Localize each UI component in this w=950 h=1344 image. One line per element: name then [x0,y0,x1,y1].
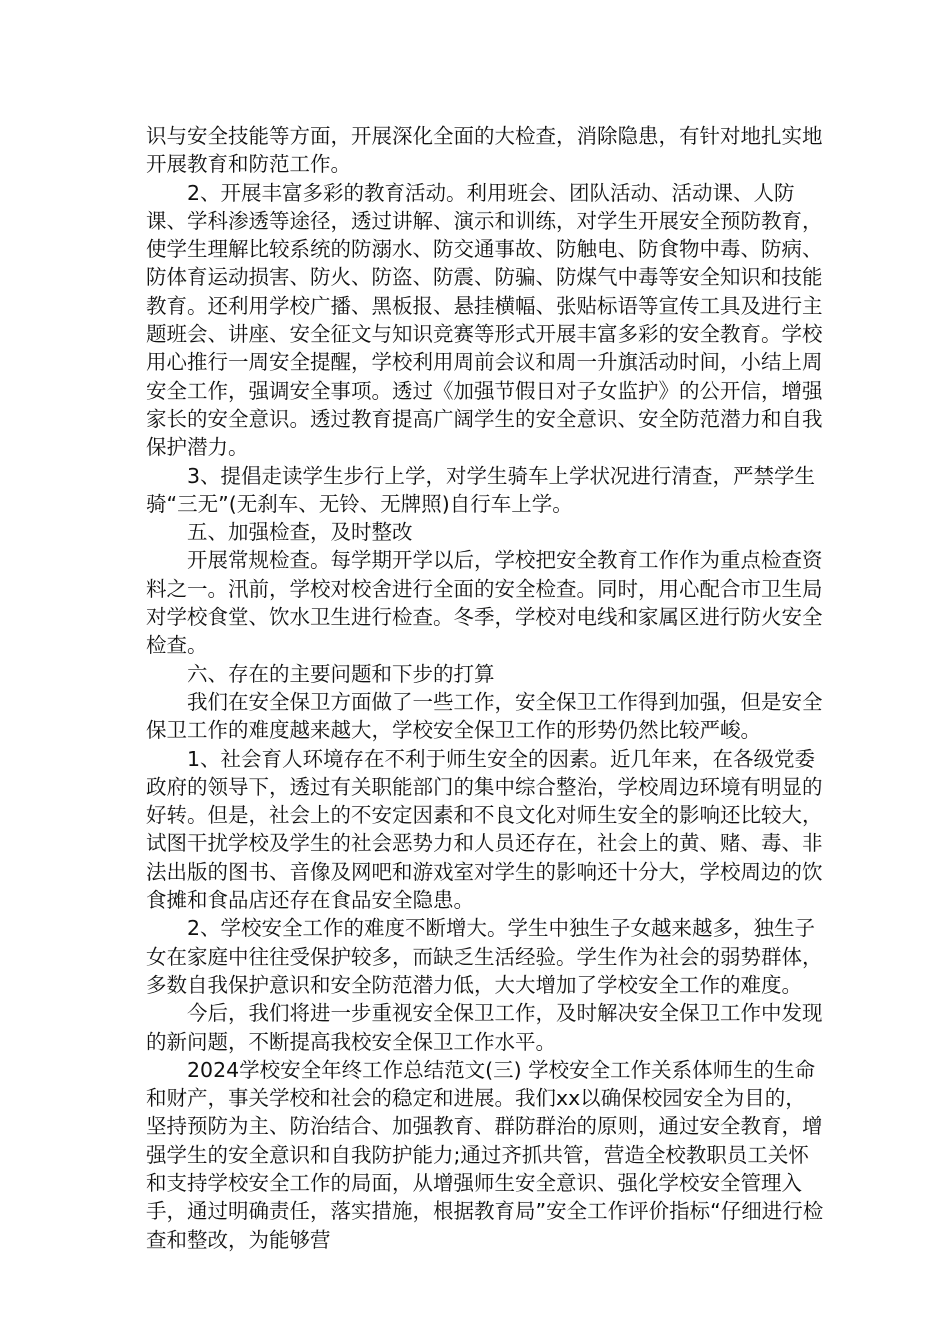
paragraph-2: 2、开展丰富多彩的教育活动。利用班会、团队活动、活动课、人防课、学科渗透等途径，透过讲解、演示和训练，对学生开展安全预防教育，使学生理解比较系统的防溺水、防交通事故、防触电、防食物中毒、防病、防体育运动损害、防火、防盗、防震、防骗、防煤气中毒等安全知识和技能教育。还利用学校广播、黑板报、悬挂横幅、张贴标语等宣传工具及进行主题班会、讲座、安全征文与知识竞赛等形式开展丰富多彩的安全教育。学校用心推行一周安全提醒，学校利用周前会议和周一升旗活动时间，小结上周安全工作，强调安全事项。透过《加强节假日对子女监护》的公开信，增强家长的安全意识。透过教育提高广阔学生的安全意识、安全防范潜力和自我保护潜力。 [146,180,823,460]
paragraph-4: 开展常规检查。每学期开学以后，学校把安全教育工作作为重点检查资料之一。汛前，学校对校舍进行全面的安全检查。同时，用心配合市卫生局对学校食堂、饮水卫生进行检查。冬季，学校对电线和家属区进行防火安全检查。 [146,548,823,658]
section-heading-5: 五、加强检查，及时整改 [146,520,413,545]
paragraph-9: 2024学校安全年终工作总结范文(三) 学校安全工作关系体师生的生命和财产，事关学校和社会的稳定和进展。我们xx以确保校园安全为目的，坚持预防为主、防治结合、加强教育、群防群治的原则，通过安全教育，增强学生的安全意识和自我防护能力;通过齐抓共管，营造全校教职员工关怀和支持学校安全工作的局面，从增强师生安全意识、强化学校安全管理入手，通过明确责任，落实措施，根据教育局”安全工作评价指标“仔细进行检查和整改，为能够营 [146,1057,824,1252]
document-body [146,122,826,1254]
paragraph-1: 识与安全技能等方面，开展深化全面的大检查，消除隐患，有针对地扎实地开展教育和防范工作。 [146,124,823,177]
paragraph-5: 我们在安全保卫方面做了一些工作，安全保卫工作得到加强，但是安全保卫工作的难度越来越大，学校安全保卫工作的形势仍然比较严峻。 [146,689,823,743]
paragraph-6: 1、社会育人环境存在不利于师生安全的因素。近几年来，在各级党委政府的领导下，透过有关职能部门的集中综合整治，学校周边环境有明显的好转。但是，社会上的不安定因素和不良文化对师生安全的影响还比较大，试图干扰学校及学生的社会恶势力和人员还存在，社会上的黄、赌、毒、非法出版的图书、音像及网吧和游戏室对学生的影响还十分大，学校周边的饮食摊和食品店还存在食品安全隐患。 [146,746,823,913]
paragraph-8: 今后，我们将进一步重视安全保卫工作，及时解决安全保卫工作中发现的新问题，不断提高我校安全保卫工作水平。 [146,1001,823,1054]
paragraph-7: 2、学校安全工作的难度不断增大。学生中独生子女越来越多，独生子女在家庭中往往受保护较多，而缺乏生活经验。学生作为社会的弱势群体，多数自我保护意识和安全防范潜力低，大大增加了学校安全工作的难度。 [146,916,823,997]
section-heading-6: 六、存在的主要问题和下步的打算 [146,661,495,686]
paragraph-3: 3、提倡走读学生步行上学，对学生骑车上学状况进行清查，严禁学生骑“三无”(无刹车、无铃、无牌照)自行车上学。 [146,463,816,516]
